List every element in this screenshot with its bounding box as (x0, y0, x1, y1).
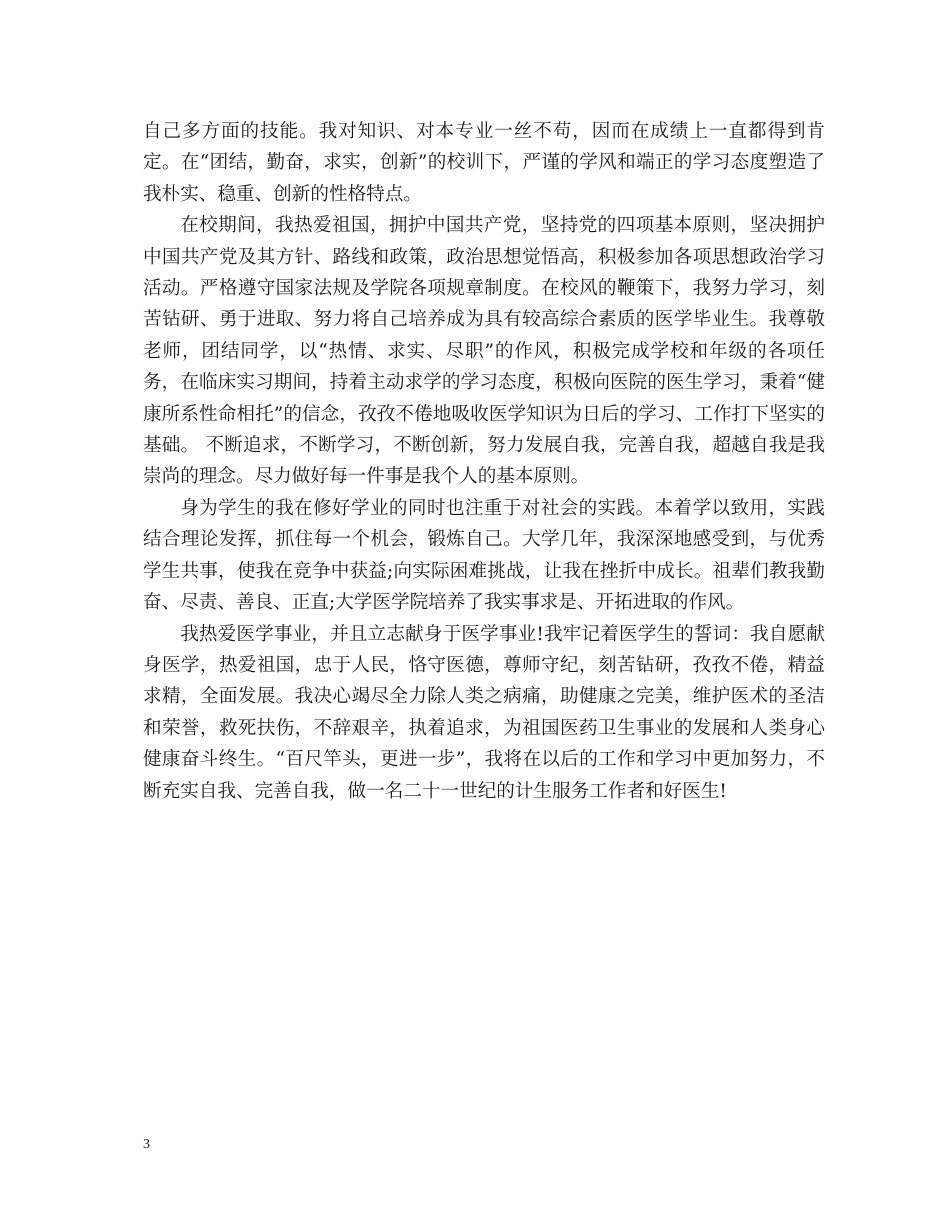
paragraph-school-period: 在校期间，我热爱祖国，拥护中国共产党，坚持党的四项基本原则，坚决拥护中国共产党及其方针、路线和政策，政治思想觉悟高，积极参加各项思想政治学习活动。严格遵守国家法规及学院各项规章制度。在校风的鞭策下，我努力学习，刻苦钻研、勇于进取、努力将自己培养成为具有较高综合素质的医学毕业生。我尊敬老师，团结同学，以“热情、求实、尽职”的作风，积极完成学校和年级的各项任务，在临床实习期间，持着主动求学的学习态度，积极向医院的医生学习，秉着“健康所系性命相托”的信念，孜孜不倦地吸收医学知识为日后的学习、工作打下坚实的基础。 不断追求，不断学习，不断创新，努力发展自我，完善自我，超越自我是我崇尚的理念。尽力做好每一件事是我个人的基本原则。 (143, 215, 825, 488)
paragraph-continuation: 自己多方面的技能。我对知识、对本专业一丝不苟，因而在成绩上一直都得到肯定。在“团结，勤奋，求实，创新”的校训下，严谨的学风和端正的学习态度塑造了我朴实、稳重、创新的性格特点。 (143, 121, 825, 205)
paragraph-medical-oath: 我热爱医学事业，并且立志献身于医学事业!我牢记着医学生的誓词：我自愿献身医学，热爱祖国，忠于人民，恪守医德，尊师守纪，刻苦钻研，孜孜不倦，精益求精，全面发展。我决心竭尽全力除人类之病痛，助健康之完美，维护医术的圣洁和荣誉，救死扶伤，不辞艰辛，执着追求，为祖国医药卫生事业的发展和人类身心健康奋斗终生。“百尺竿头，更进一步”，我将在以后的工作和学习中更加努力，不断充实自我、完善自我，做一名二十一世纪的计生服务工作者和好医生! (143, 623, 825, 802)
body-text (143, 116, 825, 807)
paragraph-social-practice: 身为学生的我在修好学业的同时也注重于对社会的实践。本着学以致用，实践结合理论发挥，抓住每一个机会，锻炼自己。大学几年，我深深地感受到，与优秀学生共事，使我在竞争中获益;向实际困难挑战，让我在挫折中成长。祖辈们教我勤奋、尽责、善良、正直;大学医学院培养了我实事求是、开拓进取的作风。 (143, 497, 825, 614)
page-number: 3 (143, 1137, 150, 1152)
